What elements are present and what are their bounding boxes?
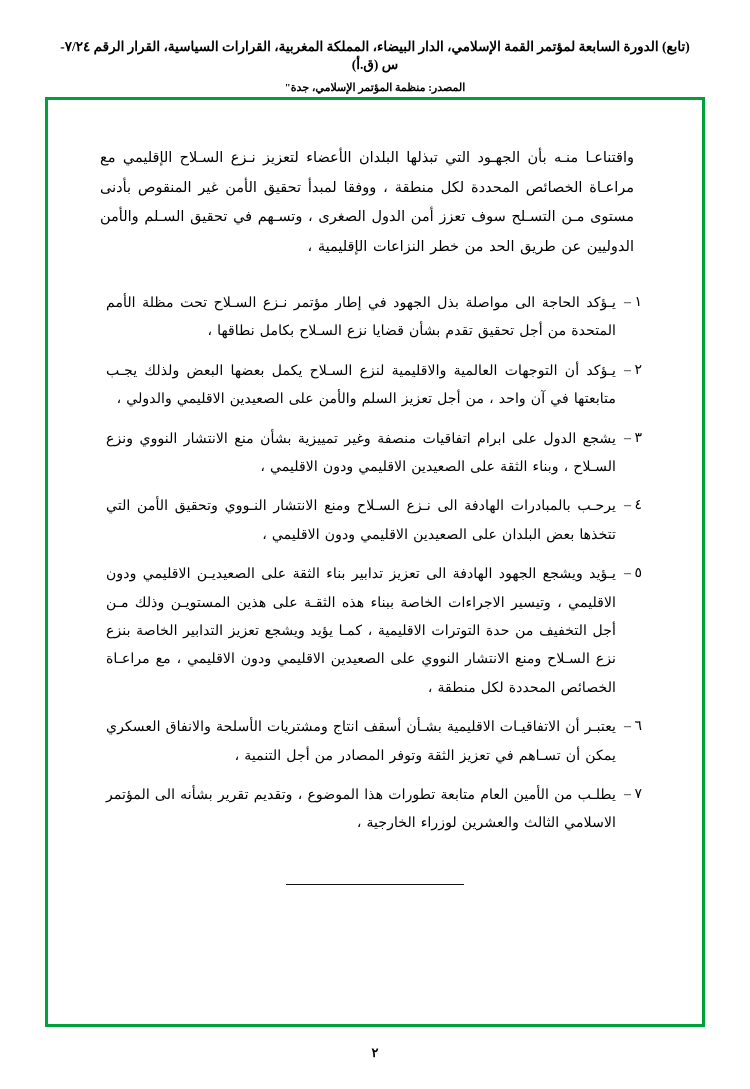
divider xyxy=(100,872,650,890)
header-title: (تابع) الدورة السابعة لمؤتمر القمة الإسلامي، الدار البيضاء، المملكة المغربية، القرارات السياسية، القرار الرقم ٧/٢٤-س (ق.أ) xyxy=(60,39,690,73)
clause-text: يـؤكد الحاجة الى مواصلة بذل الجهود في إطار مؤتمر نـزع السـلاح تحت مظلة الأمم المتحدة من أجل تحقيق تقدم بشأن قضايا نزع السـلاح بكامل نطاقها ، xyxy=(106,294,616,340)
list-item xyxy=(100,781,650,838)
page-number: ٢ xyxy=(371,1045,379,1060)
clause-number: ٥ – xyxy=(623,566,643,582)
horizontal-rule xyxy=(286,884,464,885)
clause-number: ٧ – xyxy=(623,786,643,802)
preamble-paragraph: واقتناعـا منـه بأن الجهـود التي تبذلها البلدان الأعضاء لتعزيز نـزع السـلاح الإقليمي مع مراعـاة الخصائص المحددة لكل منطقة ، ووفقا لمبدأ تحقيق الأمن غير المنقوص بأدنى مستوى مـن التسـلح سوف تعزز أمن الدول الصغرى ، وتسـهم في تحقيق السـلم والأمن الدوليين عن طريق الحد من خطر النزاعات الإقليمية ، xyxy=(100,150,634,256)
clause-number: ٦ – xyxy=(623,719,643,735)
green-border-frame xyxy=(45,97,705,1027)
clause-text: يشجع الدول على ابرام اتفاقيات منصفة وغير تمييزية بشأن منع الانتشار النووي ونزع السـلاح ، وبناء الثقة على الصعيدين الاقليمي ودون الاقليمي ، xyxy=(106,430,616,475)
list-item xyxy=(100,713,650,770)
clause-number: ٢ – xyxy=(623,362,643,378)
list-item xyxy=(100,560,650,702)
clause-list xyxy=(100,289,650,838)
clause-text: يـؤيد ويشجع الجهود الهادفة الى تعزيز تدابير بناء الثقة على الصعيديـن الاقليمي ودون الاقليمي ، وتيسير الاجراءات الخاصة ببناء هذه الثقـة على هذين المستويـن وذلك مـن أجل التخفيف من حدة التوترات الاقليمية ، كمـا يؤيد ويشجع تعزيز التدابير الخاصة بنزع نزع السـلاح ومنع الانتشار النووي على الصعيدين الاقليمي ودون الاقليمي ، مع مراعـاة الخصائص المحددة لكل منطقة ، xyxy=(106,566,616,696)
list-item xyxy=(100,357,650,414)
list-item xyxy=(100,289,650,346)
list-item xyxy=(100,425,650,482)
list-item xyxy=(100,492,650,549)
clause-number: ٤ – xyxy=(623,498,643,514)
document-header xyxy=(0,38,750,96)
clause-text: يـؤكد أن التوجهات العالمية والاقليمية لنزع السـلاح يكمل بعضها البعض ولذلك يجـب متابعتها في آن واحد ، من أجل تعزيز السلم والأمن على الصعيدين الاقليمي والدولي ، xyxy=(106,362,616,408)
clause-text: يعتبـر أن الاتفاقيـات الاقليمية بشـأن أسقف انتاج ومشتريات الأسلحة والانفاق العسكري يمكن أن تسـاهم في تعزيز الثقة وتوفر المصادر من أجل التنمية ، xyxy=(106,719,616,764)
clause-number: ٣ – xyxy=(623,430,643,446)
header-source: المصدر: منظمة المؤتمر الإسلامي، جدة" xyxy=(284,82,466,95)
clause-text: يطلـب من الأمين العام متابعة تطورات هذا الموضوع ، وتقديم تقرير بشأنه الى المؤتمر الاسلامي الثالث والعشرين لوزراء الخارجية ، xyxy=(106,786,616,832)
clause-number: ١ – xyxy=(623,294,643,310)
document-body xyxy=(48,144,702,890)
clause-text: يرحـب بالمبادرات الهادفة الى نـزع السـلاح ومنع الانتشار النـووي وتحقيق الأمن التي تتخذها بعض البلدان على الصعيدين الاقليمي ودون الاقليمي ، xyxy=(106,498,616,543)
